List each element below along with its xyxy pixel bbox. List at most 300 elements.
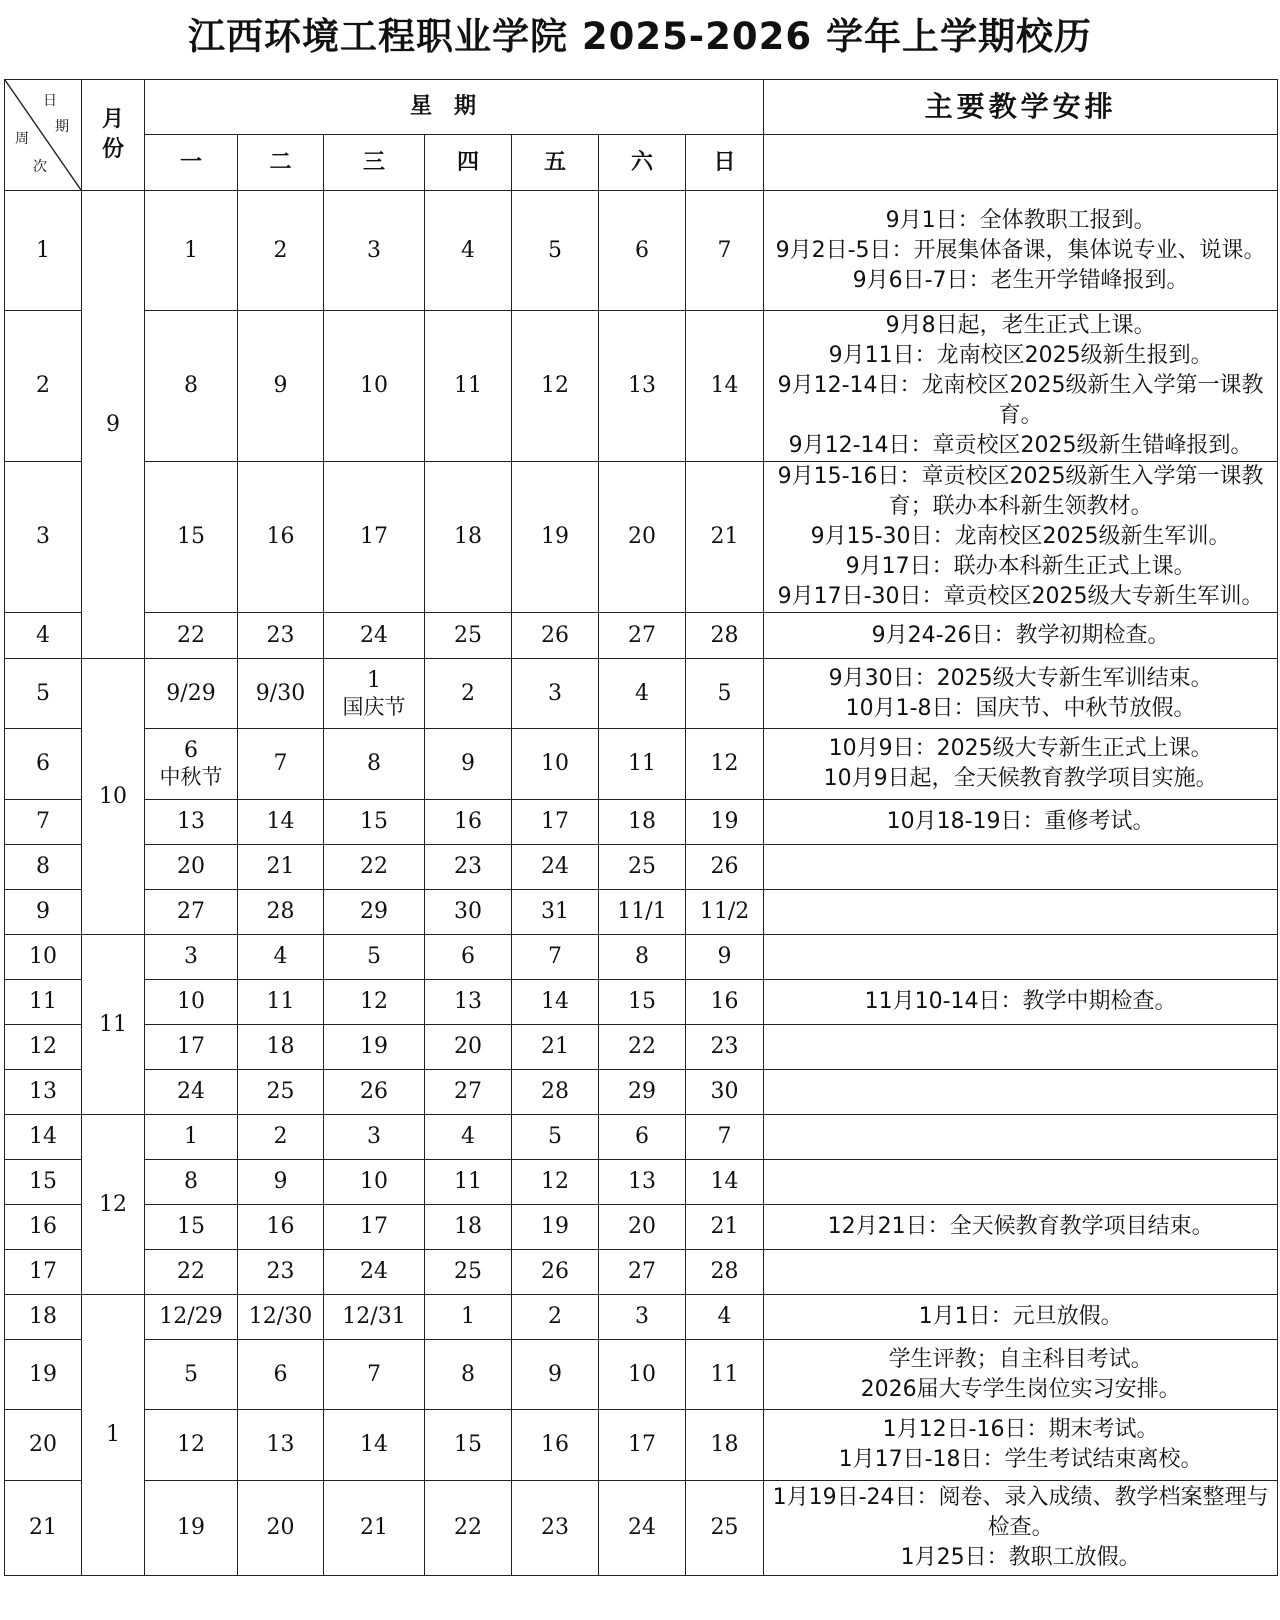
day-number: 11 — [266, 989, 295, 1014]
day-cell — [324, 1160, 425, 1205]
week-number: 1 — [5, 191, 82, 311]
day-cell — [145, 1205, 238, 1250]
day-cell — [425, 1115, 512, 1160]
day-number: 14 — [360, 1432, 388, 1457]
week-number: 17 — [5, 1250, 82, 1295]
day-number: 26 — [360, 1079, 388, 1104]
day-number: 27 — [628, 622, 656, 648]
month-cell: 9 — [82, 191, 145, 659]
day-number: 20 — [628, 1214, 656, 1239]
week-row — [5, 462, 1278, 613]
day-cell — [324, 462, 425, 613]
day-number: 20 — [454, 1034, 482, 1059]
month-header-2: 份 — [101, 137, 124, 162]
day-cell — [512, 729, 599, 800]
day-number: 3 — [635, 1304, 649, 1329]
week-number: 4 — [5, 613, 82, 659]
day-cell — [599, 191, 686, 311]
day-cell — [512, 613, 599, 659]
arrangement-cell — [764, 1340, 1278, 1410]
arrangement-cell — [764, 890, 1278, 935]
week-row — [5, 1070, 1278, 1115]
day-number: 25 — [454, 622, 482, 648]
day-number: 21 — [360, 1515, 388, 1540]
day-cell — [324, 890, 425, 935]
week-number: 8 — [5, 845, 82, 890]
day-number: 22 — [454, 1515, 482, 1540]
arrangement-cell — [764, 1295, 1278, 1340]
header-row-weekdays — [5, 135, 1278, 191]
arrangement-cell — [764, 191, 1278, 311]
day-cell — [425, 800, 512, 845]
day-number: 18 — [454, 1214, 482, 1239]
weekday-sun: 日 — [686, 135, 764, 191]
day-number: 17 — [541, 809, 569, 834]
week-number: 9 — [5, 890, 82, 935]
arrangement-header: 主要教学安排 — [764, 80, 1278, 135]
day-number: 17 — [360, 1214, 388, 1239]
day-cell — [324, 845, 425, 890]
header-row-top — [5, 80, 1278, 135]
day-number: 28 — [710, 622, 739, 648]
week-row — [5, 800, 1278, 845]
day-number: 25 — [266, 1079, 295, 1104]
holiday-label: 国庆节 — [342, 694, 406, 719]
day-cell — [599, 1160, 686, 1205]
day-cell — [238, 1340, 324, 1410]
day-cell — [425, 1160, 512, 1205]
day-number: 8 — [635, 944, 649, 969]
day-number: 18 — [454, 524, 482, 549]
day-cell — [145, 1410, 238, 1481]
day-cell — [599, 1410, 686, 1481]
day-cell — [238, 980, 324, 1025]
day-cell — [512, 1070, 599, 1115]
arrangement-line: 9月12-14日：龙南校区2025级新生入学第一课教育。 — [777, 373, 1264, 428]
arrangement-line: 1月25日：教职工放假。 — [900, 1545, 1141, 1570]
day-cell — [145, 1115, 238, 1160]
day-cell — [145, 980, 238, 1025]
day-cell — [145, 1070, 238, 1115]
day-cell — [425, 845, 512, 890]
arrangement-line: 10月9日起，全天候教育教学项目实施。 — [823, 766, 1218, 791]
day-cell — [425, 613, 512, 659]
day-cell — [599, 1295, 686, 1340]
day-cell — [145, 1481, 238, 1576]
day-cell — [512, 1481, 599, 1576]
arrangement-cell — [764, 800, 1278, 845]
day-cell — [238, 935, 324, 980]
day-cell — [686, 191, 764, 311]
week-number: 18 — [5, 1295, 82, 1340]
day-number: 19 — [541, 1214, 569, 1239]
day-cell — [324, 1410, 425, 1481]
day-cell — [425, 729, 512, 800]
day-number: 21 — [710, 524, 739, 549]
day-number: 2 — [273, 1124, 288, 1149]
day-number: 11 — [710, 1361, 739, 1387]
day-cell — [599, 659, 686, 729]
day-number: 21 — [541, 1034, 569, 1059]
day-cell — [238, 1250, 324, 1295]
day-cell — [512, 1340, 599, 1410]
arrangement-cell — [764, 935, 1278, 980]
page-title: 江西环境工程职业学院 2025-2026 学年上学期校历 — [187, 15, 1093, 58]
day-number: 9 — [273, 373, 288, 398]
day-number: 10 — [177, 989, 205, 1014]
day-number: 19 — [710, 809, 739, 834]
day-cell — [512, 980, 599, 1025]
day-number: 14 — [266, 809, 295, 834]
day-number: 25 — [454, 1259, 482, 1284]
arrangement-cell — [764, 1070, 1278, 1115]
day-number: 18 — [628, 809, 656, 834]
week-number: 16 — [5, 1205, 82, 1250]
week-number: 6 — [5, 729, 82, 800]
day-number: 16 — [710, 989, 739, 1014]
week-row — [5, 980, 1278, 1025]
arrangement-line: 12月21日：全天候教育教学项目结束。 — [827, 1214, 1214, 1239]
arrangement-line: 1月17日-18日：学生考试结束离校。 — [838, 1447, 1203, 1472]
day-cell — [686, 935, 764, 980]
day-number: 12 — [360, 989, 388, 1014]
month-header-1: 月 — [101, 107, 124, 132]
day-cell — [425, 1410, 512, 1481]
week-row — [5, 1205, 1278, 1250]
day-number: 15 — [177, 524, 205, 549]
arrangement-line: 9月2日-5日：开展集体备课，集体说专业、说课。 — [775, 237, 1266, 263]
day-number: 9/29 — [166, 680, 216, 706]
week-number: 11 — [5, 980, 82, 1025]
day-cell — [145, 191, 238, 311]
day-number: 20 — [628, 524, 656, 549]
day-cell — [238, 800, 324, 845]
day-number: 11/2 — [699, 899, 750, 924]
day-number: 27 — [628, 1259, 656, 1284]
arrangement-line: 10月18-19日：重修考试。 — [886, 809, 1155, 834]
day-cell — [686, 890, 764, 935]
day-cell — [145, 659, 238, 729]
day-number: 12/31 — [342, 1304, 406, 1329]
day-cell — [238, 659, 324, 729]
arrangement-header-empty — [764, 135, 1278, 191]
day-cell — [512, 935, 599, 980]
month-cell: 1 — [82, 1295, 145, 1576]
day-cell — [512, 462, 599, 613]
day-cell — [145, 890, 238, 935]
arrangement-line: 1月1日：元旦放假。 — [918, 1304, 1123, 1329]
day-cell — [686, 729, 764, 800]
day-number: 7 — [548, 944, 562, 969]
day-number: 17 — [628, 1432, 656, 1457]
day-cell — [324, 1025, 425, 1070]
day-cell — [686, 1025, 764, 1070]
day-number: 2 — [548, 1304, 562, 1329]
day-cell — [324, 980, 425, 1025]
day-number: 6 — [461, 944, 475, 969]
day-cell — [512, 659, 599, 729]
corner-ci: 次 — [33, 159, 47, 175]
arrangement-line: 学生评教；自主科目考试。 — [888, 1346, 1153, 1372]
day-number: 23 — [266, 622, 295, 648]
day-cell — [512, 890, 599, 935]
week-number: 20 — [5, 1410, 82, 1481]
day-number: 1 — [367, 667, 381, 693]
holiday-label: 中秋节 — [159, 765, 223, 789]
arrangement-line: 9月11日：龙南校区2025级新生报到。 — [828, 343, 1213, 368]
day-cell — [512, 1025, 599, 1070]
day-number: 7 — [717, 237, 732, 263]
day-cell — [599, 462, 686, 613]
arrangement-cell — [764, 1025, 1278, 1070]
day-number: 25 — [628, 854, 656, 879]
day-number: 16 — [266, 1214, 295, 1239]
week-row — [5, 1481, 1278, 1576]
week-number: 2 — [5, 311, 82, 462]
day-number: 29 — [628, 1079, 656, 1104]
day-number: 4 — [461, 1124, 475, 1149]
day-number: 27 — [454, 1079, 482, 1104]
day-cell — [425, 935, 512, 980]
arrangement-cell — [764, 1205, 1278, 1250]
day-number: 28 — [710, 1259, 739, 1284]
day-number: 26 — [541, 622, 569, 648]
arrangement-line: 2026届大专学生岗位实习安排。 — [860, 1376, 1181, 1402]
week-number: 13 — [5, 1070, 82, 1115]
week-row — [5, 890, 1278, 935]
day-number: 13 — [177, 809, 205, 834]
week-row — [5, 659, 1278, 729]
day-number: 3 — [367, 237, 381, 263]
arrangement-line: 9月12-14日：章贡校区2025级新生错峰报到。 — [788, 433, 1253, 458]
day-cell — [324, 311, 425, 462]
day-cell — [238, 1295, 324, 1340]
day-number: 7 — [367, 1361, 381, 1387]
day-number: 10 — [360, 373, 388, 398]
day-number: 24 — [177, 1079, 205, 1104]
day-number: 22 — [177, 1259, 205, 1284]
day-number: 28 — [266, 899, 295, 924]
day-number: 3 — [548, 680, 562, 706]
day-number: 5 — [717, 680, 732, 706]
week-number: 15 — [5, 1160, 82, 1205]
day-cell — [425, 980, 512, 1025]
week-number: 7 — [5, 800, 82, 845]
day-number: 13 — [628, 373, 656, 398]
day-number: 27 — [177, 899, 205, 924]
month-cell: 12 — [82, 1115, 145, 1295]
arrangement-line: 9月15-16日：章贡校区2025级新生入学第一课教育；联办本科新生领教材。 — [777, 464, 1264, 519]
weekday-mon: 一 — [145, 135, 238, 191]
day-cell — [324, 1070, 425, 1115]
day-number: 9 — [548, 1361, 562, 1387]
day-cell — [145, 1250, 238, 1295]
day-number: 17 — [177, 1034, 205, 1059]
arrangement-line: 9月1日：全体教职工报到。 — [885, 207, 1156, 233]
week-row — [5, 935, 1278, 980]
day-number: 1 — [184, 237, 198, 263]
day-number: 14 — [710, 1169, 739, 1194]
day-cell — [686, 462, 764, 613]
day-cell — [145, 845, 238, 890]
day-cell — [238, 1070, 324, 1115]
day-number: 24 — [541, 854, 569, 879]
day-cell — [238, 890, 324, 935]
week-row — [5, 613, 1278, 659]
day-cell — [238, 311, 324, 462]
day-number: 1 — [461, 1304, 475, 1329]
day-number: 15 — [628, 989, 656, 1014]
day-cell — [145, 1025, 238, 1070]
day-number: 12 — [177, 1432, 205, 1457]
day-cell — [599, 1250, 686, 1295]
day-cell — [599, 729, 686, 800]
day-cell — [324, 613, 425, 659]
day-cell — [599, 800, 686, 845]
day-cell — [238, 1115, 324, 1160]
day-cell — [425, 311, 512, 462]
week-number: 21 — [5, 1481, 82, 1576]
arrangement-cell — [764, 1410, 1278, 1481]
month-header — [82, 80, 145, 191]
day-number: 16 — [454, 809, 482, 834]
day-cell — [145, 462, 238, 613]
day-cell — [324, 659, 425, 729]
arrangement-cell — [764, 1160, 1278, 1205]
day-cell — [599, 1481, 686, 1576]
day-number: 18 — [710, 1432, 739, 1457]
day-number: 15 — [454, 1432, 482, 1457]
day-cell — [145, 935, 238, 980]
weekday-thu: 四 — [425, 135, 512, 191]
day-number: 14 — [710, 373, 739, 398]
month-cell: 11 — [82, 935, 145, 1115]
day-cell — [599, 1115, 686, 1160]
day-number: 3 — [184, 944, 198, 969]
day-number: 15 — [177, 1214, 205, 1239]
day-cell — [238, 1160, 324, 1205]
day-cell — [145, 729, 238, 800]
day-number: 21 — [266, 854, 295, 879]
day-cell — [686, 659, 764, 729]
day-number: 24 — [360, 622, 388, 648]
day-cell — [425, 1025, 512, 1070]
day-cell — [425, 1205, 512, 1250]
weekday-group-header: 星期 — [145, 80, 764, 135]
day-cell — [238, 613, 324, 659]
day-cell — [686, 1070, 764, 1115]
arrangement-cell — [764, 659, 1278, 729]
day-cell — [686, 980, 764, 1025]
day-number: 24 — [628, 1515, 656, 1540]
day-cell — [425, 462, 512, 613]
day-cell — [425, 191, 512, 311]
day-cell — [324, 1340, 425, 1410]
week-number: 12 — [5, 1025, 82, 1070]
calendar-table — [4, 79, 1278, 1576]
day-cell — [686, 1160, 764, 1205]
day-number: 22 — [360, 854, 388, 879]
day-number: 7 — [273, 751, 288, 776]
day-number: 30 — [710, 1079, 739, 1104]
day-number: 13 — [454, 989, 482, 1014]
arrangement-line: 9月6日-7日：老生开学错峰报到。 — [852, 267, 1189, 293]
arrangement-cell — [764, 311, 1278, 462]
week-row — [5, 1160, 1278, 1205]
arrangement-cell — [764, 1481, 1278, 1576]
day-cell — [425, 1481, 512, 1576]
week-row — [5, 1295, 1278, 1340]
arrangement-line: 11月10-14日：教学中期检查。 — [864, 989, 1177, 1014]
day-number: 10 — [360, 1169, 388, 1194]
arrangement-line: 9月15-30日：龙南校区2025级新生军训。 — [810, 524, 1231, 549]
day-number: 23 — [541, 1515, 569, 1540]
day-number: 1 — [184, 1124, 198, 1149]
day-number: 12 — [710, 751, 739, 776]
day-number: 12 — [541, 373, 569, 398]
arrangement-line: 10月1-8日：国庆节、中秋节放假。 — [845, 695, 1196, 721]
day-number: 25 — [710, 1515, 739, 1540]
arrangement-line: 9月24-26日：教学初期检查。 — [871, 622, 1170, 648]
day-number: 23 — [454, 854, 482, 879]
day-cell — [145, 311, 238, 462]
day-cell — [425, 1295, 512, 1340]
day-cell — [324, 729, 425, 800]
day-cell — [599, 613, 686, 659]
day-number: 4 — [635, 680, 649, 706]
arrangement-line: 9月17日-30日：章贡校区2025级大专新生军训。 — [777, 584, 1264, 609]
day-number: 23 — [266, 1259, 295, 1284]
day-number: 14 — [541, 989, 569, 1014]
day-cell — [324, 800, 425, 845]
day-cell — [425, 659, 512, 729]
day-cell — [512, 1250, 599, 1295]
arrangement-line: 1月12日-16日：期末考试。 — [882, 1417, 1159, 1442]
day-cell — [145, 1160, 238, 1205]
day-number: 29 — [360, 899, 388, 924]
day-cell — [238, 191, 324, 311]
day-number: 19 — [360, 1034, 388, 1059]
month-cell: 10 — [82, 659, 145, 935]
day-cell — [599, 1070, 686, 1115]
week-number: 14 — [5, 1115, 82, 1160]
arrangement-cell — [764, 613, 1278, 659]
week-row — [5, 1025, 1278, 1070]
day-number: 23 — [710, 1034, 739, 1059]
arrangement-cell — [764, 845, 1278, 890]
day-number: 8 — [461, 1361, 475, 1387]
day-cell — [599, 1205, 686, 1250]
day-cell — [686, 845, 764, 890]
day-number: 9 — [273, 1169, 288, 1194]
day-number: 22 — [628, 1034, 656, 1059]
day-cell — [686, 1250, 764, 1295]
day-number: 19 — [177, 1515, 205, 1540]
day-cell — [686, 1115, 764, 1160]
day-number: 5 — [367, 944, 381, 969]
day-number: 12 — [541, 1169, 569, 1194]
week-row — [5, 191, 1278, 311]
day-number: 5 — [184, 1361, 198, 1387]
day-cell — [686, 800, 764, 845]
week-row — [5, 311, 1278, 462]
day-number: 6 — [273, 1361, 288, 1387]
weekday-wed: 三 — [324, 135, 425, 191]
day-cell — [599, 935, 686, 980]
week-row — [5, 1340, 1278, 1410]
day-number: 26 — [710, 854, 739, 879]
day-cell — [238, 729, 324, 800]
